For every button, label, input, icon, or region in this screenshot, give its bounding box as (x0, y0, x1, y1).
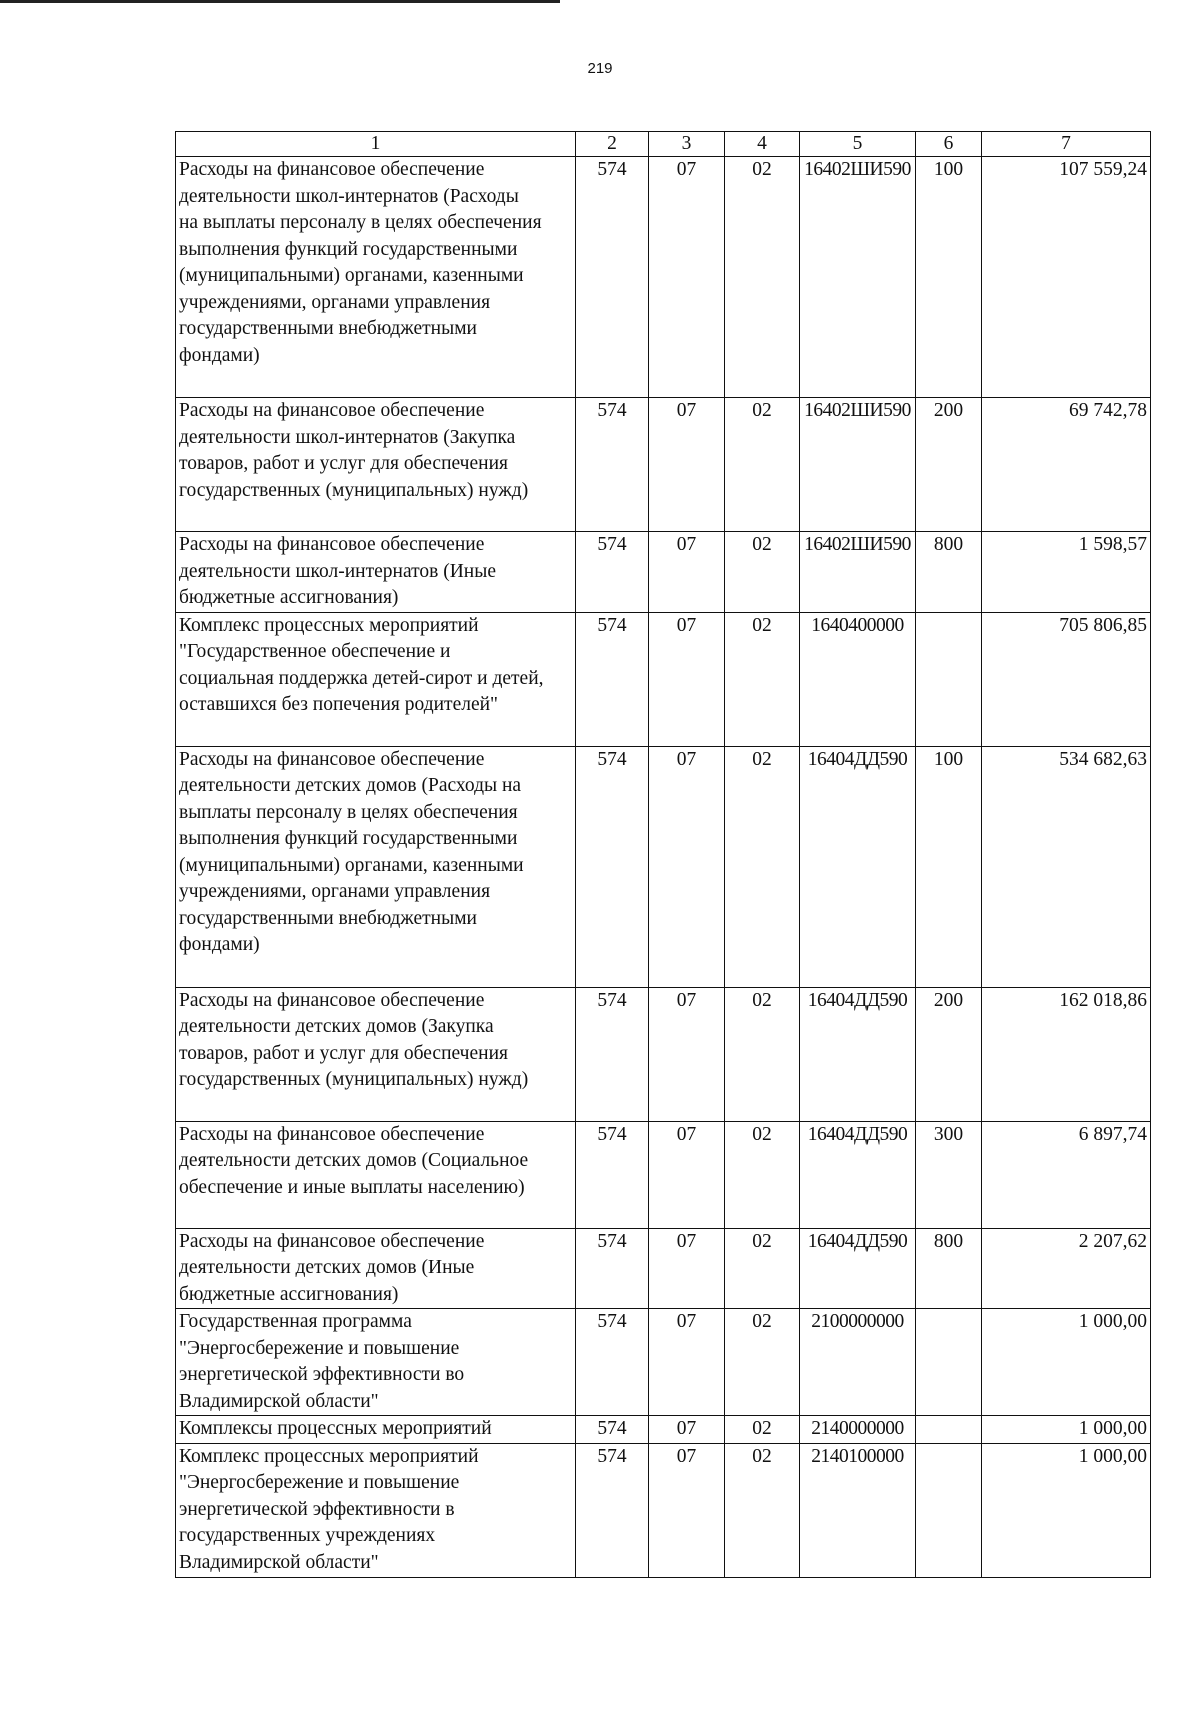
table-row (176, 532, 1151, 613)
row-amount: 705 806,85 (982, 612, 1151, 746)
row-amount: 107 559,24 (982, 157, 1151, 398)
row-section-code: 07 (649, 1121, 725, 1228)
row-name: Расходы на финансовое обеспечение деятельности школ-интернатов (Иные бюджетные ассигнования) (176, 532, 576, 613)
row-section-code: 07 (649, 398, 725, 532)
row-target-code: 1640400000 (800, 612, 916, 746)
row-amount: 1 598,57 (982, 532, 1151, 613)
row-name: Государственная программа "Энергосбережение и повышение энергетической эффективности во Владимирской области" (176, 1309, 576, 1416)
row-section-code: 07 (649, 1416, 725, 1444)
row-section-code: 07 (649, 157, 725, 398)
row-name: Комплекс процессных мероприятий "Государственное обеспечение и социальная поддержка детей-сирот и детей, оставшихся без попечения родителей" (176, 612, 576, 746)
header-row (176, 132, 1151, 157)
top-rule (0, 0, 560, 3)
header-col-2: 2 (576, 132, 649, 157)
row-subsection-code: 02 (725, 1416, 800, 1444)
header-col-6: 6 (916, 132, 982, 157)
row-amount: 2 207,62 (982, 1228, 1151, 1309)
table-row (176, 1228, 1151, 1309)
table-row (176, 1416, 1151, 1444)
row-expense-type (916, 1416, 982, 1444)
row-expense-type (916, 1443, 982, 1577)
row-expense-type (916, 1309, 982, 1416)
row-subsection-code: 02 (725, 532, 800, 613)
row-amount: 1 000,00 (982, 1443, 1151, 1577)
row-ministry-code: 574 (576, 612, 649, 746)
table-row (176, 1121, 1151, 1228)
row-expense-type: 200 (916, 398, 982, 532)
table-row (176, 746, 1151, 987)
row-expense-type: 800 (916, 1228, 982, 1309)
row-target-code: 16402ШИ590 (800, 398, 916, 532)
row-subsection-code: 02 (725, 746, 800, 987)
row-ministry-code: 574 (576, 1416, 649, 1444)
row-section-code: 07 (649, 1228, 725, 1309)
row-expense-type: 800 (916, 532, 982, 613)
row-subsection-code: 02 (725, 987, 800, 1121)
row-name: Расходы на финансовое обеспечение деятельности школ-интернатов (Закупка товаров, работ и услуг для обеспечения государственных (муниципальных) нужд) (176, 398, 576, 532)
row-section-code: 07 (649, 532, 725, 613)
row-expense-type: 100 (916, 157, 982, 398)
row-amount: 534 682,63 (982, 746, 1151, 987)
table-row (176, 1309, 1151, 1416)
table-row (176, 157, 1151, 398)
table-row (176, 612, 1151, 746)
row-subsection-code: 02 (725, 398, 800, 532)
row-name: Расходы на финансовое обеспечение деятельности детских домов (Социальное обеспечение и иные выплаты населению) (176, 1121, 576, 1228)
header-col-7: 7 (982, 132, 1151, 157)
row-ministry-code: 574 (576, 532, 649, 613)
row-name: Расходы на финансовое обеспечение деятельности детских домов (Закупка товаров, работ и услуг для обеспечения государственных (муниципальных) нужд) (176, 987, 576, 1121)
row-amount: 162 018,86 (982, 987, 1151, 1121)
row-expense-type (916, 612, 982, 746)
header-col-1: 1 (176, 132, 576, 157)
row-target-code: 2140000000 (800, 1416, 916, 1444)
row-amount: 6 897,74 (982, 1121, 1151, 1228)
row-name: Расходы на финансовое обеспечение деятельности детских домов (Расходы на выплаты персоналу в целях обеспечения выполнения функций государственными (муниципальными) органами, казенными учреждениями, органами управления государственными внебюджетными фондами) (176, 746, 576, 987)
page-number: 219 (587, 60, 613, 77)
row-section-code: 07 (649, 1309, 725, 1416)
row-ministry-code: 574 (576, 1309, 649, 1416)
row-expense-type: 100 (916, 746, 982, 987)
row-amount: 1 000,00 (982, 1416, 1151, 1444)
row-target-code: 16404ДД590 (800, 987, 916, 1121)
row-target-code: 2140100000 (800, 1443, 916, 1577)
row-subsection-code: 02 (725, 1309, 800, 1416)
header-col-4: 4 (725, 132, 800, 157)
row-expense-type: 200 (916, 987, 982, 1121)
row-subsection-code: 02 (725, 1228, 800, 1309)
row-subsection-code: 02 (725, 612, 800, 746)
row-name: Расходы на финансовое обеспечение деятельности детских домов (Иные бюджетные ассигнования) (176, 1228, 576, 1309)
row-name: Комплексы процессных мероприятий (176, 1416, 576, 1444)
table-row (176, 987, 1151, 1121)
row-amount: 69 742,78 (982, 398, 1151, 532)
row-ministry-code: 574 (576, 398, 649, 532)
row-target-code: 16404ДД590 (800, 746, 916, 987)
budget-table (175, 131, 1151, 1578)
row-ministry-code: 574 (576, 1228, 649, 1309)
row-subsection-code: 02 (725, 157, 800, 398)
header-col-5: 5 (800, 132, 916, 157)
row-amount: 1 000,00 (982, 1309, 1151, 1416)
row-target-code: 16402ШИ590 (800, 532, 916, 613)
table-row (176, 1443, 1151, 1577)
row-ministry-code: 574 (576, 1443, 649, 1577)
row-ministry-code: 574 (576, 157, 649, 398)
row-section-code: 07 (649, 746, 725, 987)
row-target-code: 2100000000 (800, 1309, 916, 1416)
row-target-code: 16404ДД590 (800, 1121, 916, 1228)
row-subsection-code: 02 (725, 1443, 800, 1577)
row-section-code: 07 (649, 987, 725, 1121)
row-expense-type: 300 (916, 1121, 982, 1228)
row-section-code: 07 (649, 1443, 725, 1577)
row-name: Комплекс процессных мероприятий "Энергосбережение и повышение энергетической эффективности в государственных учреждениях Владимирской области" (176, 1443, 576, 1577)
header-col-3: 3 (649, 132, 725, 157)
row-ministry-code: 574 (576, 987, 649, 1121)
table-row (176, 398, 1151, 532)
row-ministry-code: 574 (576, 1121, 649, 1228)
row-subsection-code: 02 (725, 1121, 800, 1228)
row-target-code: 16404ДД590 (800, 1228, 916, 1309)
row-ministry-code: 574 (576, 746, 649, 987)
row-target-code: 16402ШИ590 (800, 157, 916, 398)
row-name: Расходы на финансовое обеспечение деятельности школ-интернатов (Расходы на выплаты персоналу в целях обеспечения выполнения функций государственными (муниципальными) органами, казенными учреждениями, органами управления государственными внебюджетными фондами) (176, 157, 576, 398)
row-section-code: 07 (649, 612, 725, 746)
